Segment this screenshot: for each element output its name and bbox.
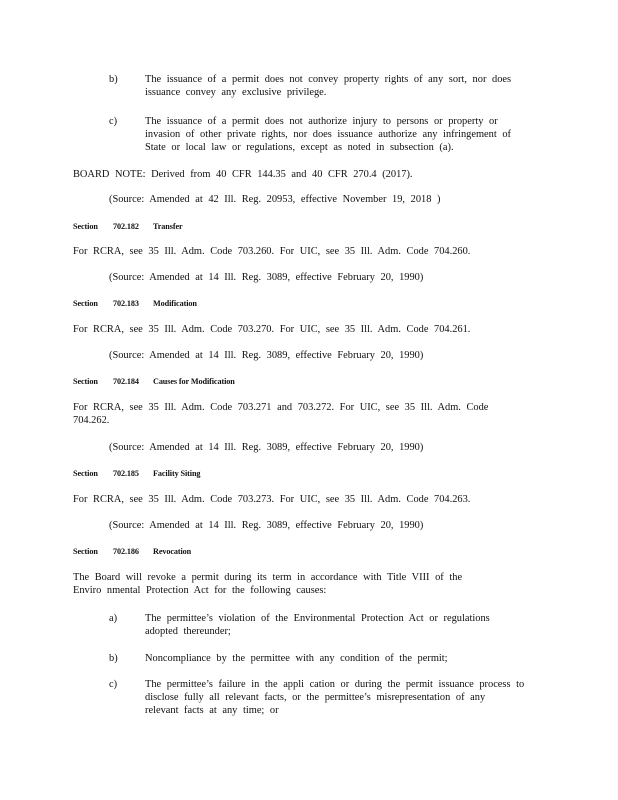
text-line: The permittee’s failure in the appli cation or during the permit issuance process to [145, 679, 525, 690]
text-line: The permittee’s violation of the Environmental Protection Act or regulations [145, 613, 490, 624]
text-line: 704.262. [73, 415, 110, 426]
section-label: Section [73, 377, 98, 386]
list-marker: a) [109, 613, 118, 624]
section-number: 702.186 [113, 547, 139, 556]
list-item-text [145, 73, 511, 99]
text-line: The issuance of a permit does not convey property rights of any sort, nor does [145, 74, 512, 85]
section-title: Causes for Modification [153, 377, 235, 386]
text-line: The issuance of a permit does not authorize injury to persons or property or [145, 116, 498, 127]
section-heading [73, 299, 197, 308]
section-title: Transfer [153, 222, 183, 231]
list-item-text [145, 612, 490, 638]
section-title: Revocation [153, 547, 192, 556]
section-number: 702.185 [113, 469, 139, 478]
section-heading [73, 547, 191, 556]
source-note: (Source: Amended at 14 Ill. Reg. 3089, effective February 20, 1990) [109, 272, 424, 283]
list-item-text [145, 678, 524, 717]
section-label: Section [73, 222, 98, 231]
list-marker: c) [109, 679, 118, 690]
section-number: 702.182 [113, 222, 139, 231]
section-heading [73, 377, 235, 386]
section-label: Section [73, 469, 98, 478]
text-line: Enviro nmental Protection Act for the following causes: [73, 585, 327, 596]
text-line: For RCRA, see 35 Ill. Adm. Code 703.271 and 703.272. For UIC, see 35 Ill. Adm. Code [73, 402, 489, 413]
section-label: Section [73, 547, 98, 556]
list-item-text [145, 652, 448, 665]
text-line: State or local law or regulations, except as noted in subsection (a). [145, 142, 454, 153]
section-body: For RCRA, see 35 Ill. Adm. Code 703.273. For UIC, see 35 Ill. Adm. Code 704.263. [73, 494, 471, 505]
list-item-text [145, 115, 511, 154]
source-note: (Source: Amended at 14 Ill. Reg. 3089, effective February 20, 1990) [109, 520, 424, 531]
text-line: Noncompliance by the permittee with any condition of the permit; [145, 653, 448, 664]
section-heading [73, 469, 200, 478]
board-note: BOARD NOTE: Derived from 40 CFR 144.35 and 40 CFR 270.4 (2017). [73, 169, 413, 180]
source-note: (Source: Amended at 42 Ill. Reg. 20953, effective November 19, 2018 ) [109, 194, 441, 205]
section-body [73, 401, 488, 427]
text-line: disclose fully all relevant facts, or the permittee’s misrepresentation of any [145, 692, 486, 703]
source-note: (Source: Amended at 14 Ill. Reg. 3089, effective February 20, 1990) [109, 350, 424, 361]
section-number: 702.183 [113, 299, 139, 308]
section-body: For RCRA, see 35 Ill. Adm. Code 703.270. For UIC, see 35 Ill. Adm. Code 704.261. [73, 324, 471, 335]
section-title: Modification [153, 299, 197, 308]
text-line: adopted thereunder; [145, 626, 231, 637]
text-line: relevant facts at any time; or [145, 705, 279, 716]
text-line: The Board will revoke a permit during its term in accordance with Title VIII of the [73, 572, 463, 583]
list-marker: b) [109, 653, 118, 664]
section-body [73, 571, 462, 597]
source-note: (Source: Amended at 14 Ill. Reg. 3089, effective February 20, 1990) [109, 442, 424, 453]
list-marker: b) [109, 74, 118, 85]
list-marker: c) [109, 116, 118, 127]
text-line: invasion of other private rights, nor does issuance authorize any infringement of [145, 129, 511, 140]
section-label: Section [73, 299, 98, 308]
text-line: issuance convey any exclusive privilege. [145, 87, 327, 98]
section-heading [73, 222, 183, 231]
section-number: 702.184 [113, 377, 139, 386]
section-title: Facility Siting [153, 469, 201, 478]
section-body: For RCRA, see 35 Ill. Adm. Code 703.260. For UIC, see 35 Ill. Adm. Code 704.260. [73, 246, 471, 257]
